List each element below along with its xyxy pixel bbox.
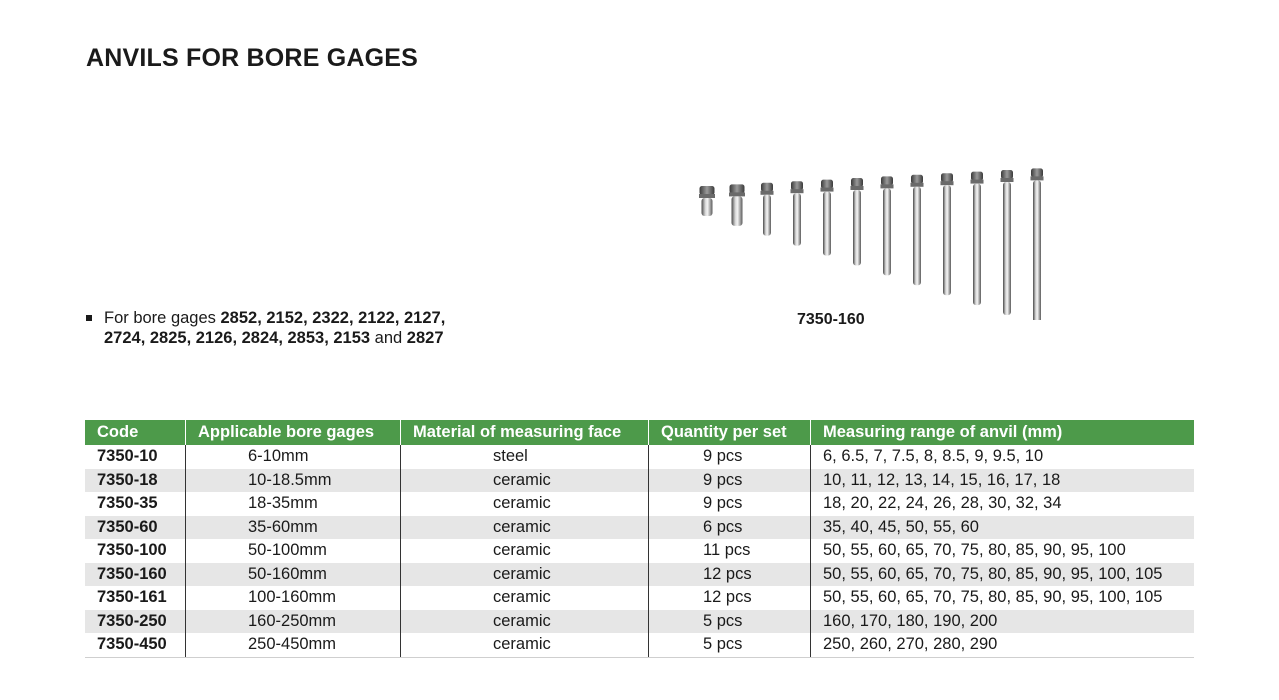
cell-material: ceramic [401,492,649,516]
anvil-pin [971,172,984,306]
cell-quantity: 9 pcs [649,492,811,516]
anvil-pin [761,183,774,236]
cell-code: 7350-161 [85,586,186,610]
compatibility-note [86,308,445,348]
cell-code: 7350-160 [85,563,186,587]
cell-material: ceramic [401,539,649,563]
col-header-code: Code [85,420,186,445]
cell-material: ceramic [401,610,649,634]
table-row [85,563,1194,587]
cell-range: 160, 170, 180, 190, 200 [811,610,1195,634]
note-prefix: For bore gages [104,309,221,327]
cell-range: 10, 11, 12, 13, 14, 15, 16, 17, 18 [811,469,1195,493]
bullet-icon [86,315,92,321]
anvil-pin [821,180,834,256]
cell-range: 250, 260, 270, 280, 290 [811,633,1195,657]
cell-quantity: 11 pcs [649,539,811,563]
col-header-bore-gages: Applicable bore gages [186,420,401,445]
col-header-quantity: Quantity per set [649,420,811,445]
table-row [85,586,1194,610]
cell-material: ceramic [401,563,649,587]
cell-range: 50, 55, 60, 65, 70, 75, 80, 85, 90, 95, 100, 105 [811,586,1195,610]
cell-bore-gages: 6-10mm [186,445,401,469]
note-models-3: 2827 [406,329,444,347]
anvil-pin [1031,168,1044,320]
anvil-spec-table [85,420,1194,658]
cell-range: 50, 55, 60, 65, 70, 75, 80, 85, 90, 95, 100, 105 [811,563,1195,587]
anvil-set-image [690,160,1090,320]
cell-range: 50, 55, 60, 65, 70, 75, 80, 85, 90, 95, 100 [811,539,1195,563]
cell-quantity: 6 pcs [649,516,811,540]
anvil-pin [699,186,715,216]
anvil-pin [1001,170,1014,315]
anvil-pin [941,173,954,295]
cell-quantity: 12 pcs [649,563,811,587]
cell-bore-gages: 10-18.5mm [186,469,401,493]
table-row [85,633,1194,657]
table-row [85,492,1194,516]
cell-code: 7350-60 [85,516,186,540]
cell-quantity: 9 pcs [649,469,811,493]
cell-range: 18, 20, 22, 24, 26, 28, 30, 32, 34 [811,492,1195,516]
figure-caption: 7350-160 [797,311,865,328]
cell-material: ceramic [401,586,649,610]
cell-code: 7350-10 [85,445,186,469]
cell-material: ceramic [401,516,649,540]
table-row [85,516,1194,540]
table-header-row [85,420,1194,445]
cell-material: steel [401,445,649,469]
cell-quantity: 5 pcs [649,633,811,657]
cell-quantity: 9 pcs [649,445,811,469]
note-models-2: 2724, 2825, 2126, 2824, 2853, 2153 [104,329,371,347]
cell-bore-gages: 160-250mm [186,610,401,634]
cell-bore-gages: 50-100mm [186,539,401,563]
cell-range: 35, 40, 45, 50, 55, 60 [811,516,1195,540]
anvil-pin [791,181,804,246]
anvil-pin [881,176,894,275]
anvil-pin [851,178,864,266]
cell-code: 7350-18 [85,469,186,493]
note-models-1: 2852, 2152, 2322, 2122, 2127, [220,309,446,327]
table-row [85,539,1194,563]
cell-bore-gages: 250-450mm [186,633,401,657]
cell-material: ceramic [401,633,649,657]
cell-quantity: 12 pcs [649,586,811,610]
cell-material: ceramic [401,469,649,493]
col-header-range: Measuring range of anvil (mm) [811,420,1195,445]
cell-bore-gages: 50-160mm [186,563,401,587]
cell-range: 6, 6.5, 7, 7.5, 8, 8.5, 9, 9.5, 10 [811,445,1195,469]
anvil-pin [729,184,745,226]
col-header-material: Material of measuring face [401,420,649,445]
cell-quantity: 5 pcs [649,610,811,634]
cell-code: 7350-250 [85,610,186,634]
table-row [85,445,1194,469]
anvil-pin [911,175,924,285]
cell-code: 7350-35 [85,492,186,516]
note-conjunction: and [370,329,407,347]
page-title: ANVILS FOR BORE GAGES [86,44,419,72]
cell-bore-gages: 18-35mm [186,492,401,516]
cell-bore-gages: 100-160mm [186,586,401,610]
cell-code: 7350-100 [85,539,186,563]
cell-bore-gages: 35-60mm [186,516,401,540]
table-row [85,469,1194,493]
table-row [85,610,1194,634]
cell-code: 7350-450 [85,633,186,657]
